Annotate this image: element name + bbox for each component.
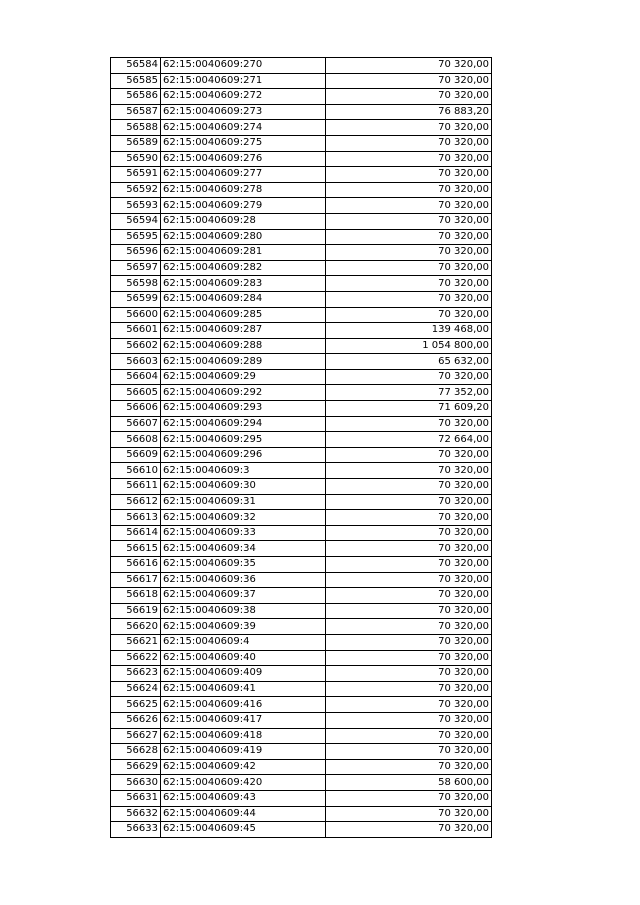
table-row	[111, 463, 492, 479]
cadastral-number-cell: 62:15:0040609:4	[161, 634, 326, 650]
table-row	[111, 151, 492, 167]
table-row	[111, 401, 492, 417]
table-row	[111, 276, 492, 292]
value-cell: 70 320,00	[326, 73, 492, 89]
table-row	[111, 822, 492, 838]
table-row	[111, 557, 492, 573]
cadastral-number-cell: 62:15:0040609:277	[161, 167, 326, 183]
table-row	[111, 447, 492, 463]
row-number-cell: 56629	[111, 759, 161, 775]
value-cell: 70 320,00	[326, 260, 492, 276]
value-cell: 77 352,00	[326, 385, 492, 401]
value-cell: 70 320,00	[326, 666, 492, 682]
cadastral-number-cell: 62:15:0040609:273	[161, 104, 326, 120]
value-cell: 70 320,00	[326, 541, 492, 557]
cadastral-number-cell: 62:15:0040609:416	[161, 697, 326, 713]
value-cell: 70 320,00	[326, 416, 492, 432]
table-row	[111, 619, 492, 635]
cadastral-number-cell: 62:15:0040609:271	[161, 73, 326, 89]
table-row	[111, 135, 492, 151]
value-cell: 70 320,00	[326, 245, 492, 261]
cadastral-number-cell: 62:15:0040609:283	[161, 276, 326, 292]
row-number-cell: 56624	[111, 681, 161, 697]
value-cell: 70 320,00	[326, 58, 492, 74]
value-cell: 70 320,00	[326, 369, 492, 385]
value-cell: 70 320,00	[326, 588, 492, 604]
cadastral-number-cell: 62:15:0040609:294	[161, 416, 326, 432]
table-row	[111, 744, 492, 760]
table-row	[111, 494, 492, 510]
row-number-cell: 56595	[111, 229, 161, 245]
cadastral-number-cell: 62:15:0040609:36	[161, 572, 326, 588]
row-number-cell: 56601	[111, 323, 161, 339]
value-cell: 1 054 800,00	[326, 338, 492, 354]
table-row	[111, 603, 492, 619]
value-cell: 70 320,00	[326, 276, 492, 292]
cadastral-number-cell: 62:15:0040609:280	[161, 229, 326, 245]
table-row	[111, 89, 492, 105]
cadastral-number-cell: 62:15:0040609:281	[161, 245, 326, 261]
value-cell: 70 320,00	[326, 229, 492, 245]
value-cell: 70 320,00	[326, 479, 492, 495]
table-row	[111, 775, 492, 791]
row-number-cell: 56628	[111, 744, 161, 760]
cadastral-value-table	[110, 57, 492, 838]
cadastral-number-cell: 62:15:0040609:33	[161, 525, 326, 541]
row-number-cell: 56633	[111, 822, 161, 838]
table-row	[111, 291, 492, 307]
table-row	[111, 167, 492, 183]
value-cell: 139 468,00	[326, 323, 492, 339]
cadastral-number-cell: 62:15:0040609:419	[161, 744, 326, 760]
value-cell: 70 320,00	[326, 759, 492, 775]
table-row	[111, 790, 492, 806]
row-number-cell: 56604	[111, 369, 161, 385]
value-cell: 70 320,00	[326, 213, 492, 229]
row-number-cell: 56590	[111, 151, 161, 167]
cadastral-number-cell: 62:15:0040609:274	[161, 120, 326, 136]
cadastral-number-cell: 62:15:0040609:37	[161, 588, 326, 604]
cadastral-number-cell: 62:15:0040609:275	[161, 135, 326, 151]
row-number-cell: 56600	[111, 307, 161, 323]
table-row	[111, 712, 492, 728]
cadastral-number-cell: 62:15:0040609:285	[161, 307, 326, 323]
table-row	[111, 260, 492, 276]
cadastral-number-cell: 62:15:0040609:39	[161, 619, 326, 635]
table-row	[111, 541, 492, 557]
cadastral-number-cell: 62:15:0040609:292	[161, 385, 326, 401]
row-number-cell: 56596	[111, 245, 161, 261]
table-row	[111, 728, 492, 744]
table-row	[111, 198, 492, 214]
value-cell: 65 632,00	[326, 354, 492, 370]
cadastral-number-cell: 62:15:0040609:276	[161, 151, 326, 167]
cadastral-number-cell: 62:15:0040609:31	[161, 494, 326, 510]
row-number-cell: 56612	[111, 494, 161, 510]
table-row	[111, 338, 492, 354]
cadastral-number-cell: 62:15:0040609:42	[161, 759, 326, 775]
row-number-cell: 56630	[111, 775, 161, 791]
table-row	[111, 323, 492, 339]
cadastral-number-cell: 62:15:0040609:417	[161, 712, 326, 728]
value-cell: 71 609,20	[326, 401, 492, 417]
cadastral-number-cell: 62:15:0040609:289	[161, 354, 326, 370]
table-row	[111, 307, 492, 323]
table-row	[111, 697, 492, 713]
row-number-cell: 56592	[111, 182, 161, 198]
value-cell: 70 320,00	[326, 89, 492, 105]
row-number-cell: 56599	[111, 291, 161, 307]
cadastral-number-cell: 62:15:0040609:279	[161, 198, 326, 214]
value-cell: 70 320,00	[326, 167, 492, 183]
row-number-cell: 56617	[111, 572, 161, 588]
table-row	[111, 806, 492, 822]
row-number-cell: 56608	[111, 432, 161, 448]
table-body	[111, 58, 492, 838]
row-number-cell: 56632	[111, 806, 161, 822]
row-number-cell: 56613	[111, 510, 161, 526]
row-number-cell: 56605	[111, 385, 161, 401]
row-number-cell: 56623	[111, 666, 161, 682]
value-cell: 58 600,00	[326, 775, 492, 791]
value-cell: 70 320,00	[326, 307, 492, 323]
row-number-cell: 56625	[111, 697, 161, 713]
value-cell: 70 320,00	[326, 120, 492, 136]
table-row	[111, 416, 492, 432]
table-row	[111, 432, 492, 448]
row-number-cell: 56602	[111, 338, 161, 354]
cadastral-number-cell: 62:15:0040609:43	[161, 790, 326, 806]
table-row	[111, 58, 492, 74]
table-row	[111, 369, 492, 385]
cadastral-number-cell: 62:15:0040609:30	[161, 479, 326, 495]
row-number-cell: 56619	[111, 603, 161, 619]
table-row	[111, 354, 492, 370]
table-row	[111, 73, 492, 89]
table-row	[111, 572, 492, 588]
value-cell: 70 320,00	[326, 510, 492, 526]
row-number-cell: 56593	[111, 198, 161, 214]
table-row	[111, 525, 492, 541]
table-row	[111, 759, 492, 775]
value-cell: 70 320,00	[326, 291, 492, 307]
table-row	[111, 213, 492, 229]
value-cell: 70 320,00	[326, 619, 492, 635]
cadastral-number-cell: 62:15:0040609:270	[161, 58, 326, 74]
cadastral-number-cell: 62:15:0040609:34	[161, 541, 326, 557]
cadastral-number-cell: 62:15:0040609:284	[161, 291, 326, 307]
cadastral-number-cell: 62:15:0040609:41	[161, 681, 326, 697]
table-row	[111, 245, 492, 261]
table-row	[111, 681, 492, 697]
row-number-cell: 56588	[111, 120, 161, 136]
value-cell: 70 320,00	[326, 806, 492, 822]
row-number-cell: 56589	[111, 135, 161, 151]
table-row	[111, 229, 492, 245]
value-cell: 70 320,00	[326, 525, 492, 541]
row-number-cell: 56631	[111, 790, 161, 806]
cadastral-number-cell: 62:15:0040609:295	[161, 432, 326, 448]
table-row	[111, 104, 492, 120]
value-cell: 76 883,20	[326, 104, 492, 120]
row-number-cell: 56609	[111, 447, 161, 463]
value-cell: 70 320,00	[326, 712, 492, 728]
row-number-cell: 56621	[111, 634, 161, 650]
value-cell: 70 320,00	[326, 603, 492, 619]
row-number-cell: 56597	[111, 260, 161, 276]
cadastral-number-cell: 62:15:0040609:287	[161, 323, 326, 339]
cadastral-number-cell: 62:15:0040609:278	[161, 182, 326, 198]
value-cell: 72 664,00	[326, 432, 492, 448]
cadastral-number-cell: 62:15:0040609:35	[161, 557, 326, 573]
value-cell: 70 320,00	[326, 151, 492, 167]
value-cell: 70 320,00	[326, 650, 492, 666]
table-row	[111, 385, 492, 401]
cadastral-number-cell: 62:15:0040609:420	[161, 775, 326, 791]
row-number-cell: 56610	[111, 463, 161, 479]
cadastral-number-cell: 62:15:0040609:45	[161, 822, 326, 838]
row-number-cell: 56607	[111, 416, 161, 432]
table-row	[111, 650, 492, 666]
value-cell: 70 320,00	[326, 572, 492, 588]
row-number-cell: 56626	[111, 712, 161, 728]
cadastral-number-cell: 62:15:0040609:409	[161, 666, 326, 682]
table-row	[111, 634, 492, 650]
table-row	[111, 479, 492, 495]
value-cell: 70 320,00	[326, 182, 492, 198]
cadastral-number-cell: 62:15:0040609:3	[161, 463, 326, 479]
row-number-cell: 56585	[111, 73, 161, 89]
cadastral-number-cell: 62:15:0040609:44	[161, 806, 326, 822]
cadastral-number-cell: 62:15:0040609:296	[161, 447, 326, 463]
row-number-cell: 56615	[111, 541, 161, 557]
table-row	[111, 510, 492, 526]
row-number-cell: 56591	[111, 167, 161, 183]
row-number-cell: 56627	[111, 728, 161, 744]
row-number-cell: 56622	[111, 650, 161, 666]
row-number-cell: 56603	[111, 354, 161, 370]
value-cell: 70 320,00	[326, 198, 492, 214]
cadastral-number-cell: 62:15:0040609:293	[161, 401, 326, 417]
value-cell: 70 320,00	[326, 744, 492, 760]
row-number-cell: 56586	[111, 89, 161, 105]
cadastral-number-cell: 62:15:0040609:282	[161, 260, 326, 276]
row-number-cell: 56618	[111, 588, 161, 604]
table-row	[111, 182, 492, 198]
row-number-cell: 56598	[111, 276, 161, 292]
cadastral-number-cell: 62:15:0040609:38	[161, 603, 326, 619]
value-cell: 70 320,00	[326, 697, 492, 713]
value-cell: 70 320,00	[326, 447, 492, 463]
row-number-cell: 56620	[111, 619, 161, 635]
row-number-cell: 56594	[111, 213, 161, 229]
cadastral-number-cell: 62:15:0040609:29	[161, 369, 326, 385]
value-cell: 70 320,00	[326, 728, 492, 744]
table-row	[111, 588, 492, 604]
value-cell: 70 320,00	[326, 822, 492, 838]
cadastral-number-cell: 62:15:0040609:418	[161, 728, 326, 744]
table-row	[111, 666, 492, 682]
row-number-cell: 56587	[111, 104, 161, 120]
row-number-cell: 56584	[111, 58, 161, 74]
row-number-cell: 56606	[111, 401, 161, 417]
cadastral-number-cell: 62:15:0040609:28	[161, 213, 326, 229]
value-cell: 70 320,00	[326, 681, 492, 697]
value-cell: 70 320,00	[326, 634, 492, 650]
row-number-cell: 56614	[111, 525, 161, 541]
cadastral-number-cell: 62:15:0040609:288	[161, 338, 326, 354]
table-row	[111, 120, 492, 136]
value-cell: 70 320,00	[326, 135, 492, 151]
cadastral-number-cell: 62:15:0040609:40	[161, 650, 326, 666]
row-number-cell: 56616	[111, 557, 161, 573]
cadastral-number-cell: 62:15:0040609:32	[161, 510, 326, 526]
row-number-cell: 56611	[111, 479, 161, 495]
value-cell: 70 320,00	[326, 557, 492, 573]
value-cell: 70 320,00	[326, 463, 492, 479]
value-cell: 70 320,00	[326, 790, 492, 806]
value-cell: 70 320,00	[326, 494, 492, 510]
cadastral-number-cell: 62:15:0040609:272	[161, 89, 326, 105]
